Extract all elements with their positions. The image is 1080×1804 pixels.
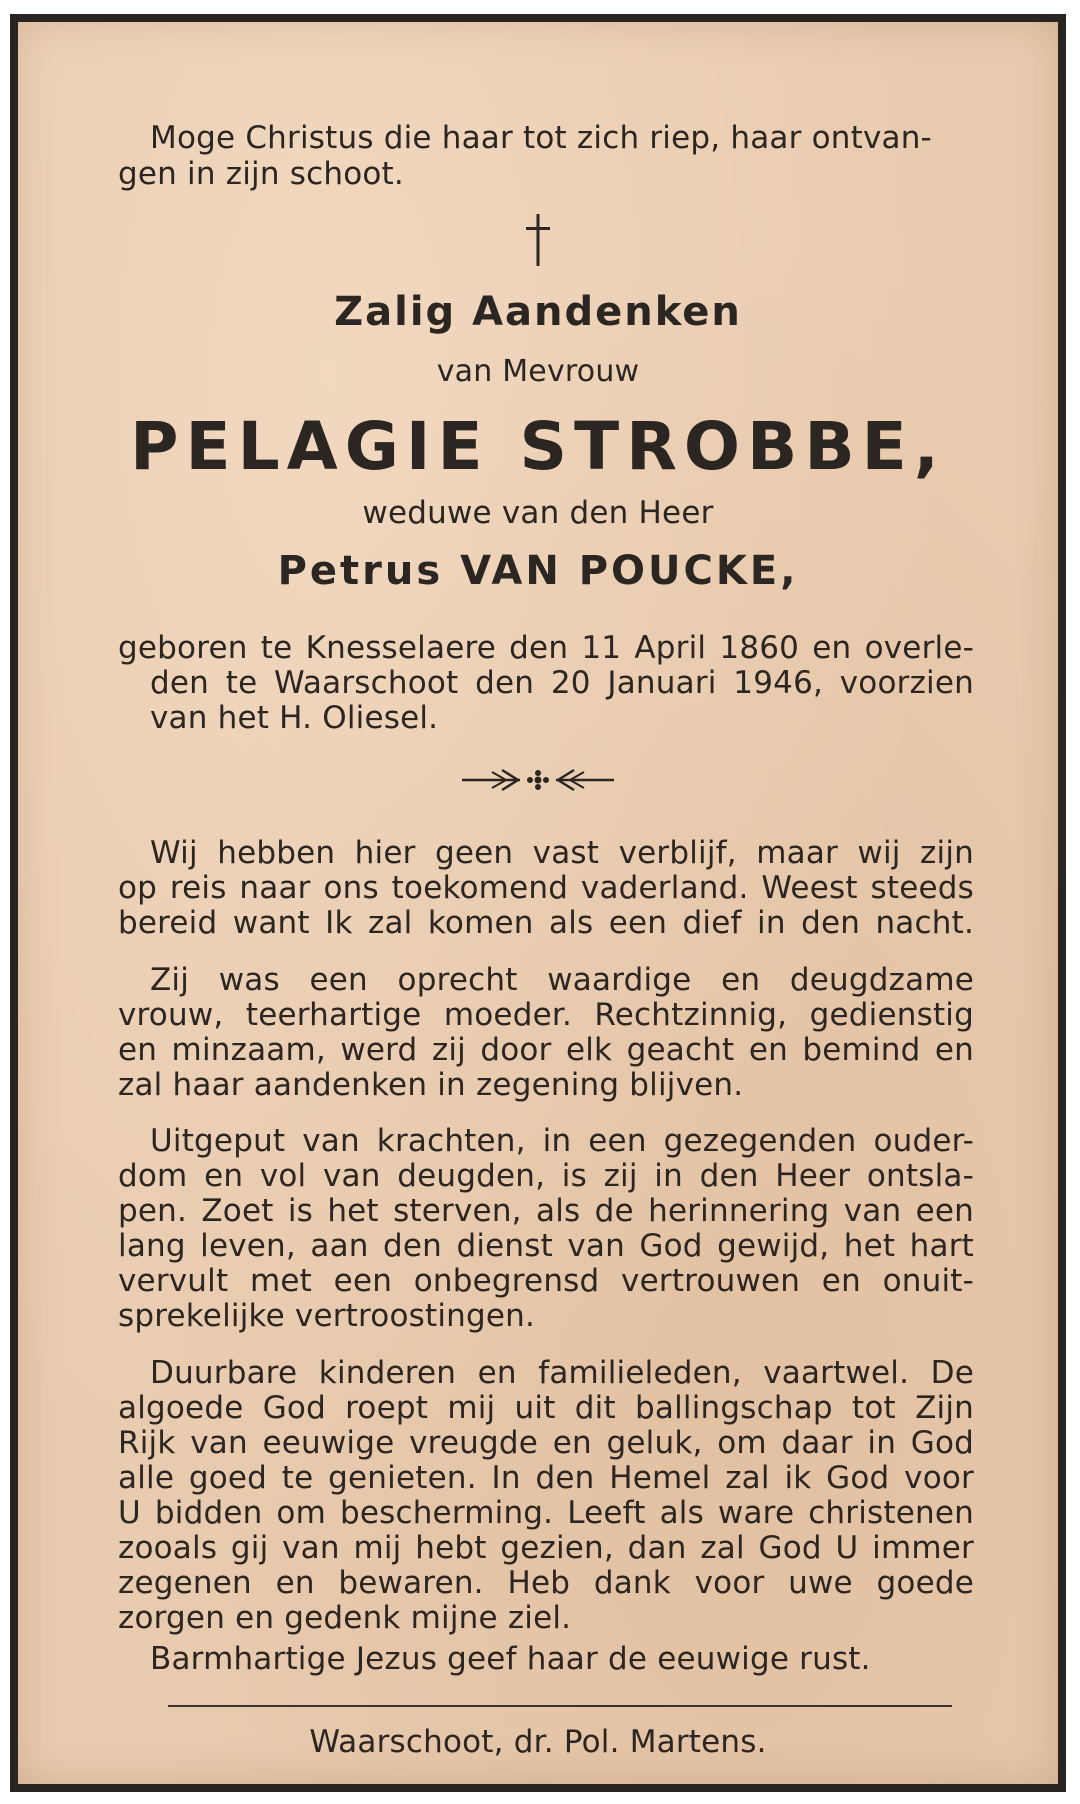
paragraph-2-line-3: en minzaam, werd zij door elk geacht en bemind en [118, 1032, 974, 1068]
paragraph-3-line-4: lang leven, aan den dienst van God gewijd, het hart [118, 1228, 974, 1264]
divider-rule [168, 1705, 952, 1707]
paragraph-4-line-1: Duurbare kinderen en familieleden, vaartwel. De [150, 1355, 974, 1391]
memorial-card [10, 14, 1066, 1792]
paragraph-4-line-3: Rijk van eeuwige vreugde en geluk, om daar in God [118, 1425, 974, 1461]
paragraph-4-line-6: zooals gij van mij hebt gezien, dan zal God U immer [118, 1530, 974, 1566]
paragraph-2-line-4: zal haar aandenken in zegening blijven. [118, 1067, 744, 1103]
paragraph-1-line-2: op reis naar ons toekomend vaderland. Weest steeds [118, 870, 974, 906]
spouse-name: Petrus VAN POUCKE, [277, 548, 799, 594]
bio-line-3: van het H. Oliesel. [150, 700, 439, 736]
paragraph-2-line-1: Zij was een oprecht waardige en deugdzame [150, 962, 974, 998]
paragraph-4-line-4: alle goed te genieten. In den Hemel zal ik God voor [118, 1460, 974, 1496]
paragraph-2-line-2: vrouw, teerhartige moeder. Rechtzinnig, gedienstig [118, 997, 974, 1033]
paragraph-1-line-3: bereid want Ik zal komen als een dief in den nacht. [118, 905, 974, 941]
paragraph-4-line-7: zegenen en bewaren. Heb dank voor uwe goede [118, 1565, 974, 1601]
paragraph-3-line-5: vervult met een onbegrensd vertrouwen en onuit- [118, 1263, 974, 1299]
paragraph-3-line-6: sprekelijke vertroostingen. [118, 1298, 536, 1334]
cross-icon [18, 212, 1058, 272]
bio-line-1: geboren te Knesselaere den 11 April 1860 en overle- [118, 630, 974, 666]
paragraph-4-line-5: U bidden om bescherming. Leeft als ware christenen [118, 1495, 974, 1531]
bio-line-2: den te Waarschoot den 20 Januari 1946, voorzien [150, 665, 974, 701]
epigraph-line-1: Moge Christus die haar tot zich riep, haar ontvan- [150, 120, 932, 156]
paragraph-3-line-3: pen. Zoet is het sterven, als de herinnering van een [118, 1193, 974, 1229]
salutation: van Mevrouw [436, 354, 640, 389]
paragraph-5-line-1: Barmhartige Jezus geef haar de eeuwige rust. [150, 1641, 871, 1677]
ornament-divider-icon [18, 764, 1058, 796]
paragraph-3-line-1: Uitgeput van krachten, in een gezegenden ouder- [150, 1123, 974, 1159]
paragraph-1-line-1: Wij hebben hier geen vast verblijf, maar wij zijn [150, 835, 974, 871]
paragraph-4-line-8: zorgen en gedenk mijne ziel. [118, 1600, 572, 1636]
relation: weduwe van den Heer [362, 495, 714, 531]
heading: Zalig Aandenken [334, 289, 742, 335]
deceased-name: PELAGIE STROBBE, [130, 408, 946, 485]
paragraph-4-line-2: algoede God roept mij uit dit ballingschap tot Zijn [118, 1390, 974, 1426]
card-paper [18, 22, 1058, 1784]
paragraph-3-line-2: dom en vol van deugden, is zij in den Heer ontsla- [118, 1158, 974, 1194]
epigraph-line-2: gen in zijn schoot. [118, 156, 404, 192]
printer-imprint: Waarschoot, dr. Pol. Martens. [309, 1724, 767, 1760]
